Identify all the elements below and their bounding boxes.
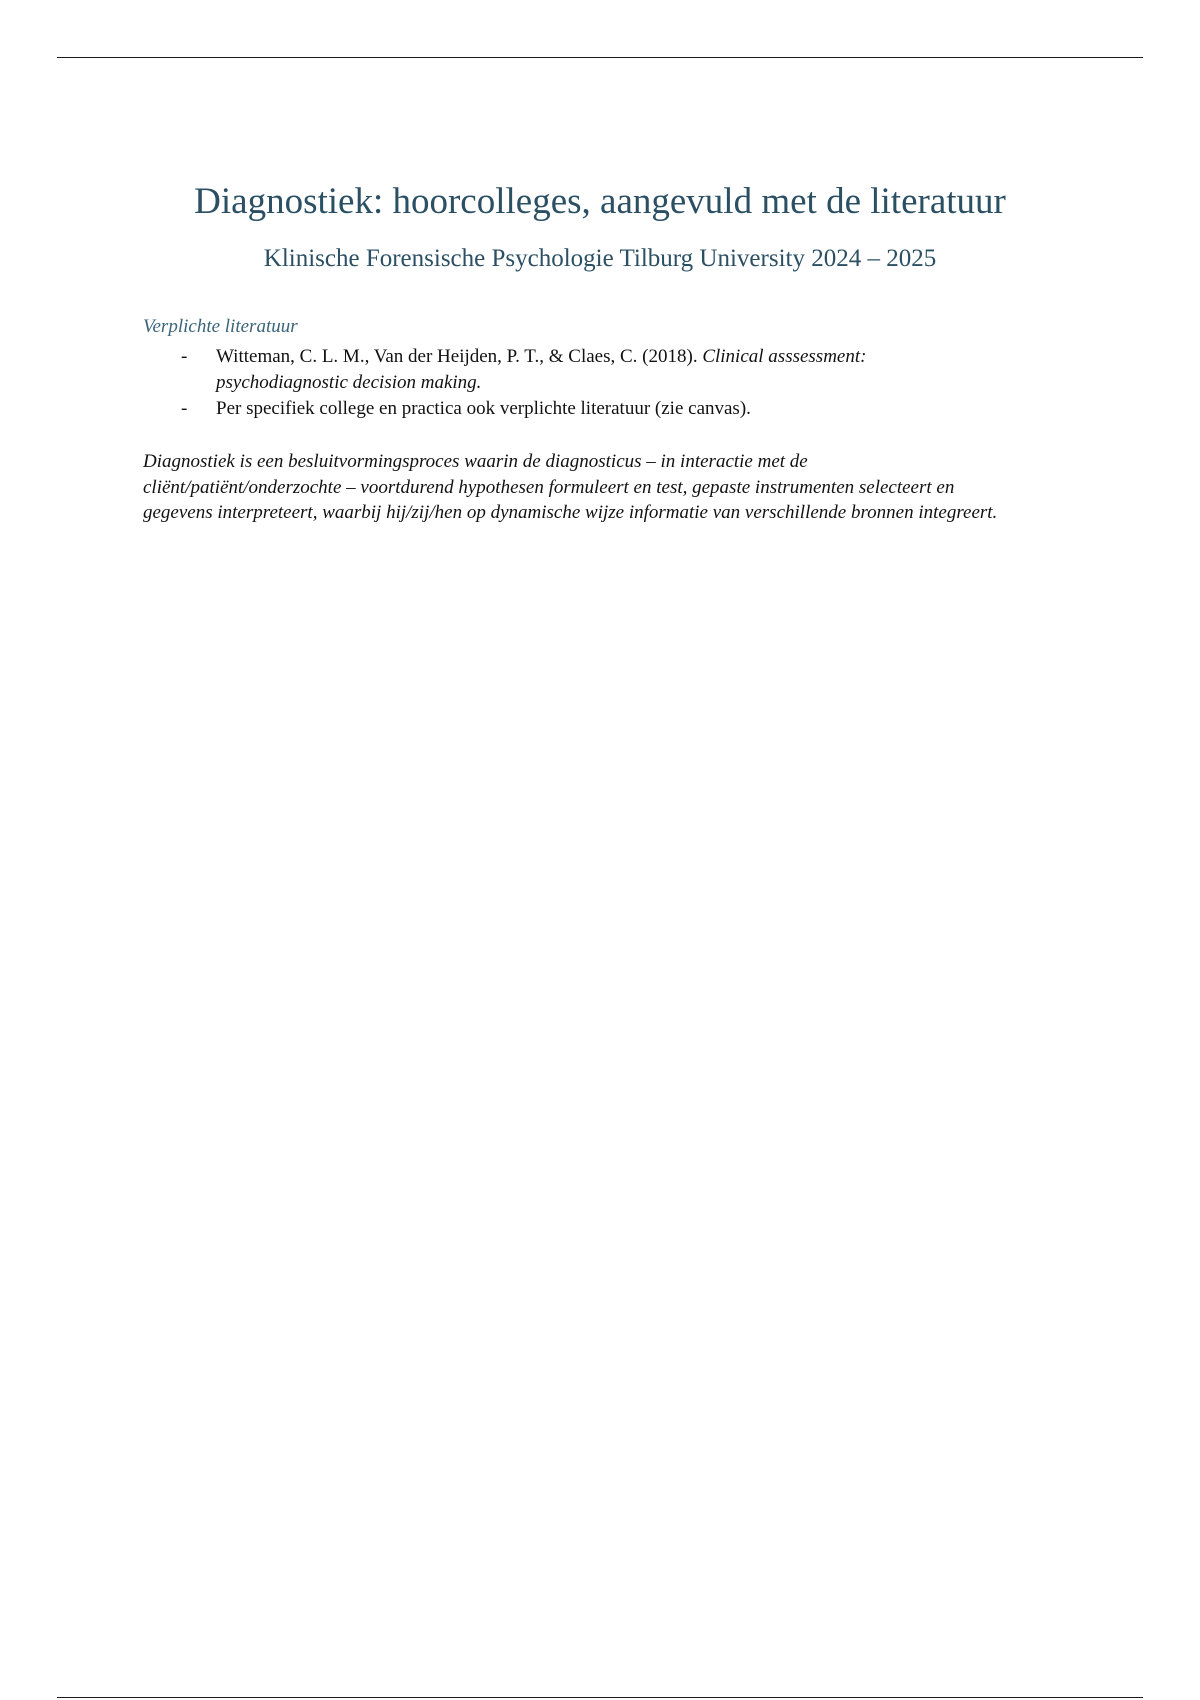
literature-list — [143, 344, 1003, 422]
list-dash: - — [181, 346, 188, 367]
literature-book-title: Clinical asssessment: psychodiagnostic decision making. — [216, 346, 867, 393]
document-subtitle: Klinische Forensische Psychologie Tilburg University 2024 – 2025 — [263, 245, 937, 272]
definition-paragraph: Diagnostiek is een besluitvormingsproces waarin de diagnosticus – in interactie met de cliënt/patiënt/onderzochte – voortdurend hypothesen formuleert en test, gepaste instrumenten selecteert en gegevens interpreteert, waarbij hij/zij/hen op dynamische wijze informatie van verschillende bronnen integreert. — [143, 451, 998, 523]
literature-item — [143, 344, 1003, 396]
document-title: Diagnostiek: hoorcolleges, aangevuld met de literatuur — [194, 181, 1006, 222]
top-rule — [57, 57, 1143, 58]
literature-reference: Witteman, C. L. M., Van der Heijden, P. T., & Claes, C. (2018). — [216, 346, 703, 367]
list-dash: - — [181, 398, 188, 419]
bottom-rule — [57, 1697, 1143, 1698]
literature-reference: Per specifiek college en practica ook verplichte literatuur (zie canvas). — [216, 398, 751, 419]
section-heading-literature: Verplichte literatuur — [143, 316, 298, 337]
literature-item — [143, 396, 1003, 422]
